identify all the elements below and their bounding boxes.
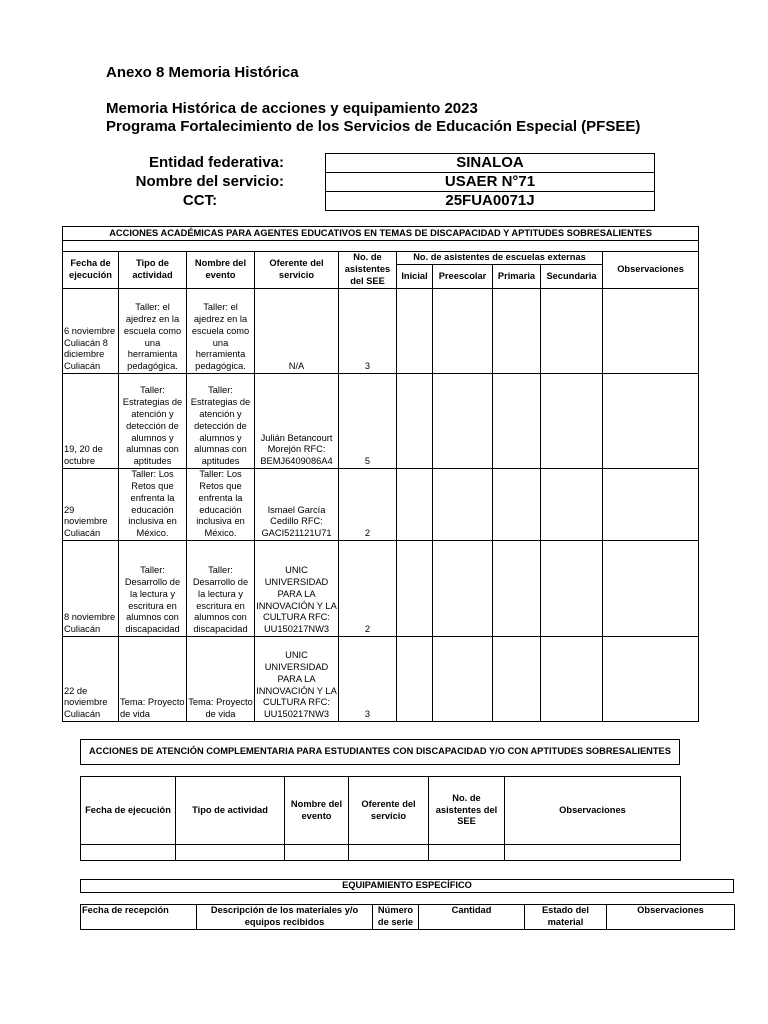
value-entidad: SINALOA (326, 154, 654, 173)
col-inicial: Inicial (397, 265, 433, 289)
cell-fecha: 22 de noviembre Culiacán (63, 637, 119, 722)
complementary-actions-table (80, 776, 681, 861)
cell-fecha: 19, 20 de octubre (63, 374, 119, 469)
col-oferente: Oferente del servicio (349, 777, 429, 845)
col-fecha: Fecha de ejecución (63, 252, 119, 289)
cell-asistentes: 2 (339, 469, 397, 541)
value-cct: 25FUA0071J (445, 192, 535, 209)
cell-nombre: Tema: Proyecto de vida (187, 637, 255, 722)
cell-oferente: UNIC UNIVERSIDAD PARA LA INNOVACIÓN Y LA CULTURA RFC: UU150217NW3 (255, 637, 339, 722)
cell-nombre: Taller: Los Retos que enfrenta la educación inclusiva en México. (187, 469, 255, 541)
annex-title: Anexo 8 Memoria Histórica (106, 64, 299, 81)
table-row (81, 845, 681, 861)
col-observaciones: Observaciones (603, 252, 699, 289)
col-primaria: Primaria (493, 265, 541, 289)
cell-asistentes: 2 (339, 541, 397, 637)
program-title: Programa Fortalecimiento de los Servicios de Educación Especial (PFSEE) (106, 118, 641, 135)
equipment-section-title: EQUIPAMIENTO ESPECÍFICO (81, 880, 734, 893)
col-nombre: Nombre del evento (285, 777, 349, 845)
value-servicio: USAER N°71 (326, 173, 654, 192)
col-numero-serie: Número de serie (373, 905, 419, 930)
info-values-box (325, 153, 655, 211)
col-fecha-recepcion: Fecha de recepción (81, 905, 197, 930)
cell-oferente: Julián Betancourt Morejón RFC: BEMJ6409086A4 (255, 374, 339, 469)
cell-nombre: Taller: Estrategias de atención y detección de alumnos y alumnas con aptitudes (187, 374, 255, 469)
cell-fecha: 29 noviembre Culiacán (63, 469, 119, 541)
label-cct: CCT: (182, 192, 218, 209)
col-asistentes: No. de asistentes del SEE (339, 252, 397, 289)
cell-nombre: Taller: el ajedrez en la escuela como una herramienta pedagógica. (187, 289, 255, 374)
spacer-row (63, 241, 699, 252)
cell-oferente: N/A (255, 289, 339, 374)
complementary-section-title: ACCIONES DE ATENCIÓN COMPLEMENTARIA PARA ESTUDIANTES CON DISCAPACIDAD Y/O CON APTITUDES SOBRESALIENTES (81, 740, 680, 765)
cell-tipo: Taller: el ajedrez en la escuela como una herramienta pedagógica. (119, 289, 187, 374)
cell-asistentes: 3 (339, 289, 397, 374)
cell-oferente: Ismael García Cedillo RFC: GACI521121U71 (255, 469, 339, 541)
table-row (63, 469, 699, 541)
label-servicio: Nombre del servicio: (135, 173, 284, 190)
table-row (63, 289, 699, 374)
table-row (63, 637, 699, 722)
academic-actions-table (62, 226, 699, 722)
col-tipo: Tipo de actividad (176, 777, 285, 845)
cell-asistentes: 3 (339, 637, 397, 722)
document-title: Memoria Histórica de acciones y equipamiento 2023 (106, 100, 478, 117)
cell-tipo: Taller: Estrategias de atención y detección de alumnos y alumnas con aptitudes (119, 374, 187, 469)
table-row (63, 374, 699, 469)
cell-tipo: Tema: Proyecto de vida (119, 637, 187, 722)
col-asistentes: No. de asistentes del SEE (429, 777, 505, 845)
col-observaciones: Observaciones (505, 777, 681, 845)
academic-section-title: ACCIONES ACADÉMICAS PARA AGENTES EDUCATIVOS EN TEMAS DE DISCAPACIDAD Y APTITUDES SOBRESALIENTES (63, 227, 699, 241)
col-estado: Estado del material (525, 905, 607, 930)
equipment-title-table (80, 879, 734, 893)
col-externas: No. de asistentes de escuelas externas (397, 252, 603, 265)
cell-tipo: Taller: Los Retos que enfrenta la educación inclusiva en México. (119, 469, 187, 541)
col-oferente: Oferente del servicio (255, 252, 339, 289)
col-tipo: Tipo de actividad (119, 252, 187, 289)
cell-tipo: Taller: Desarrollo de la lectura y escritura en alumnos con discapacidad (119, 541, 187, 637)
cell-asistentes: 5 (339, 374, 397, 469)
cell-nombre: Taller: Desarrollo de la lectura y escritura en alumnos con discapacidad (187, 541, 255, 637)
col-cantidad: Cantidad (419, 905, 525, 930)
cell-fecha: 8 noviembre Culiacán (63, 541, 119, 637)
cell-oferente: UNIC UNIVERSIDAD PARA LA INNOVACIÓN Y LA CULTURA RFC: UU150217NW3 (255, 541, 339, 637)
equipment-table (80, 904, 735, 930)
complementary-title-table (80, 739, 680, 765)
col-fecha: Fecha de ejecución (81, 777, 176, 845)
table-row (63, 541, 699, 637)
cell-fecha: 6 noviembre Culiacán 8 diciembre Culiacán (63, 289, 119, 374)
label-entidad: Entidad federativa: (148, 154, 284, 171)
col-descripcion: Descripción de los materiales y/o equipos recibidos (197, 905, 373, 930)
col-secundaria: Secundaria (541, 265, 603, 289)
col-observaciones: Observaciones (607, 905, 735, 930)
col-preescolar: Preescolar (433, 265, 493, 289)
col-nombre: Nombre del evento (187, 252, 255, 289)
